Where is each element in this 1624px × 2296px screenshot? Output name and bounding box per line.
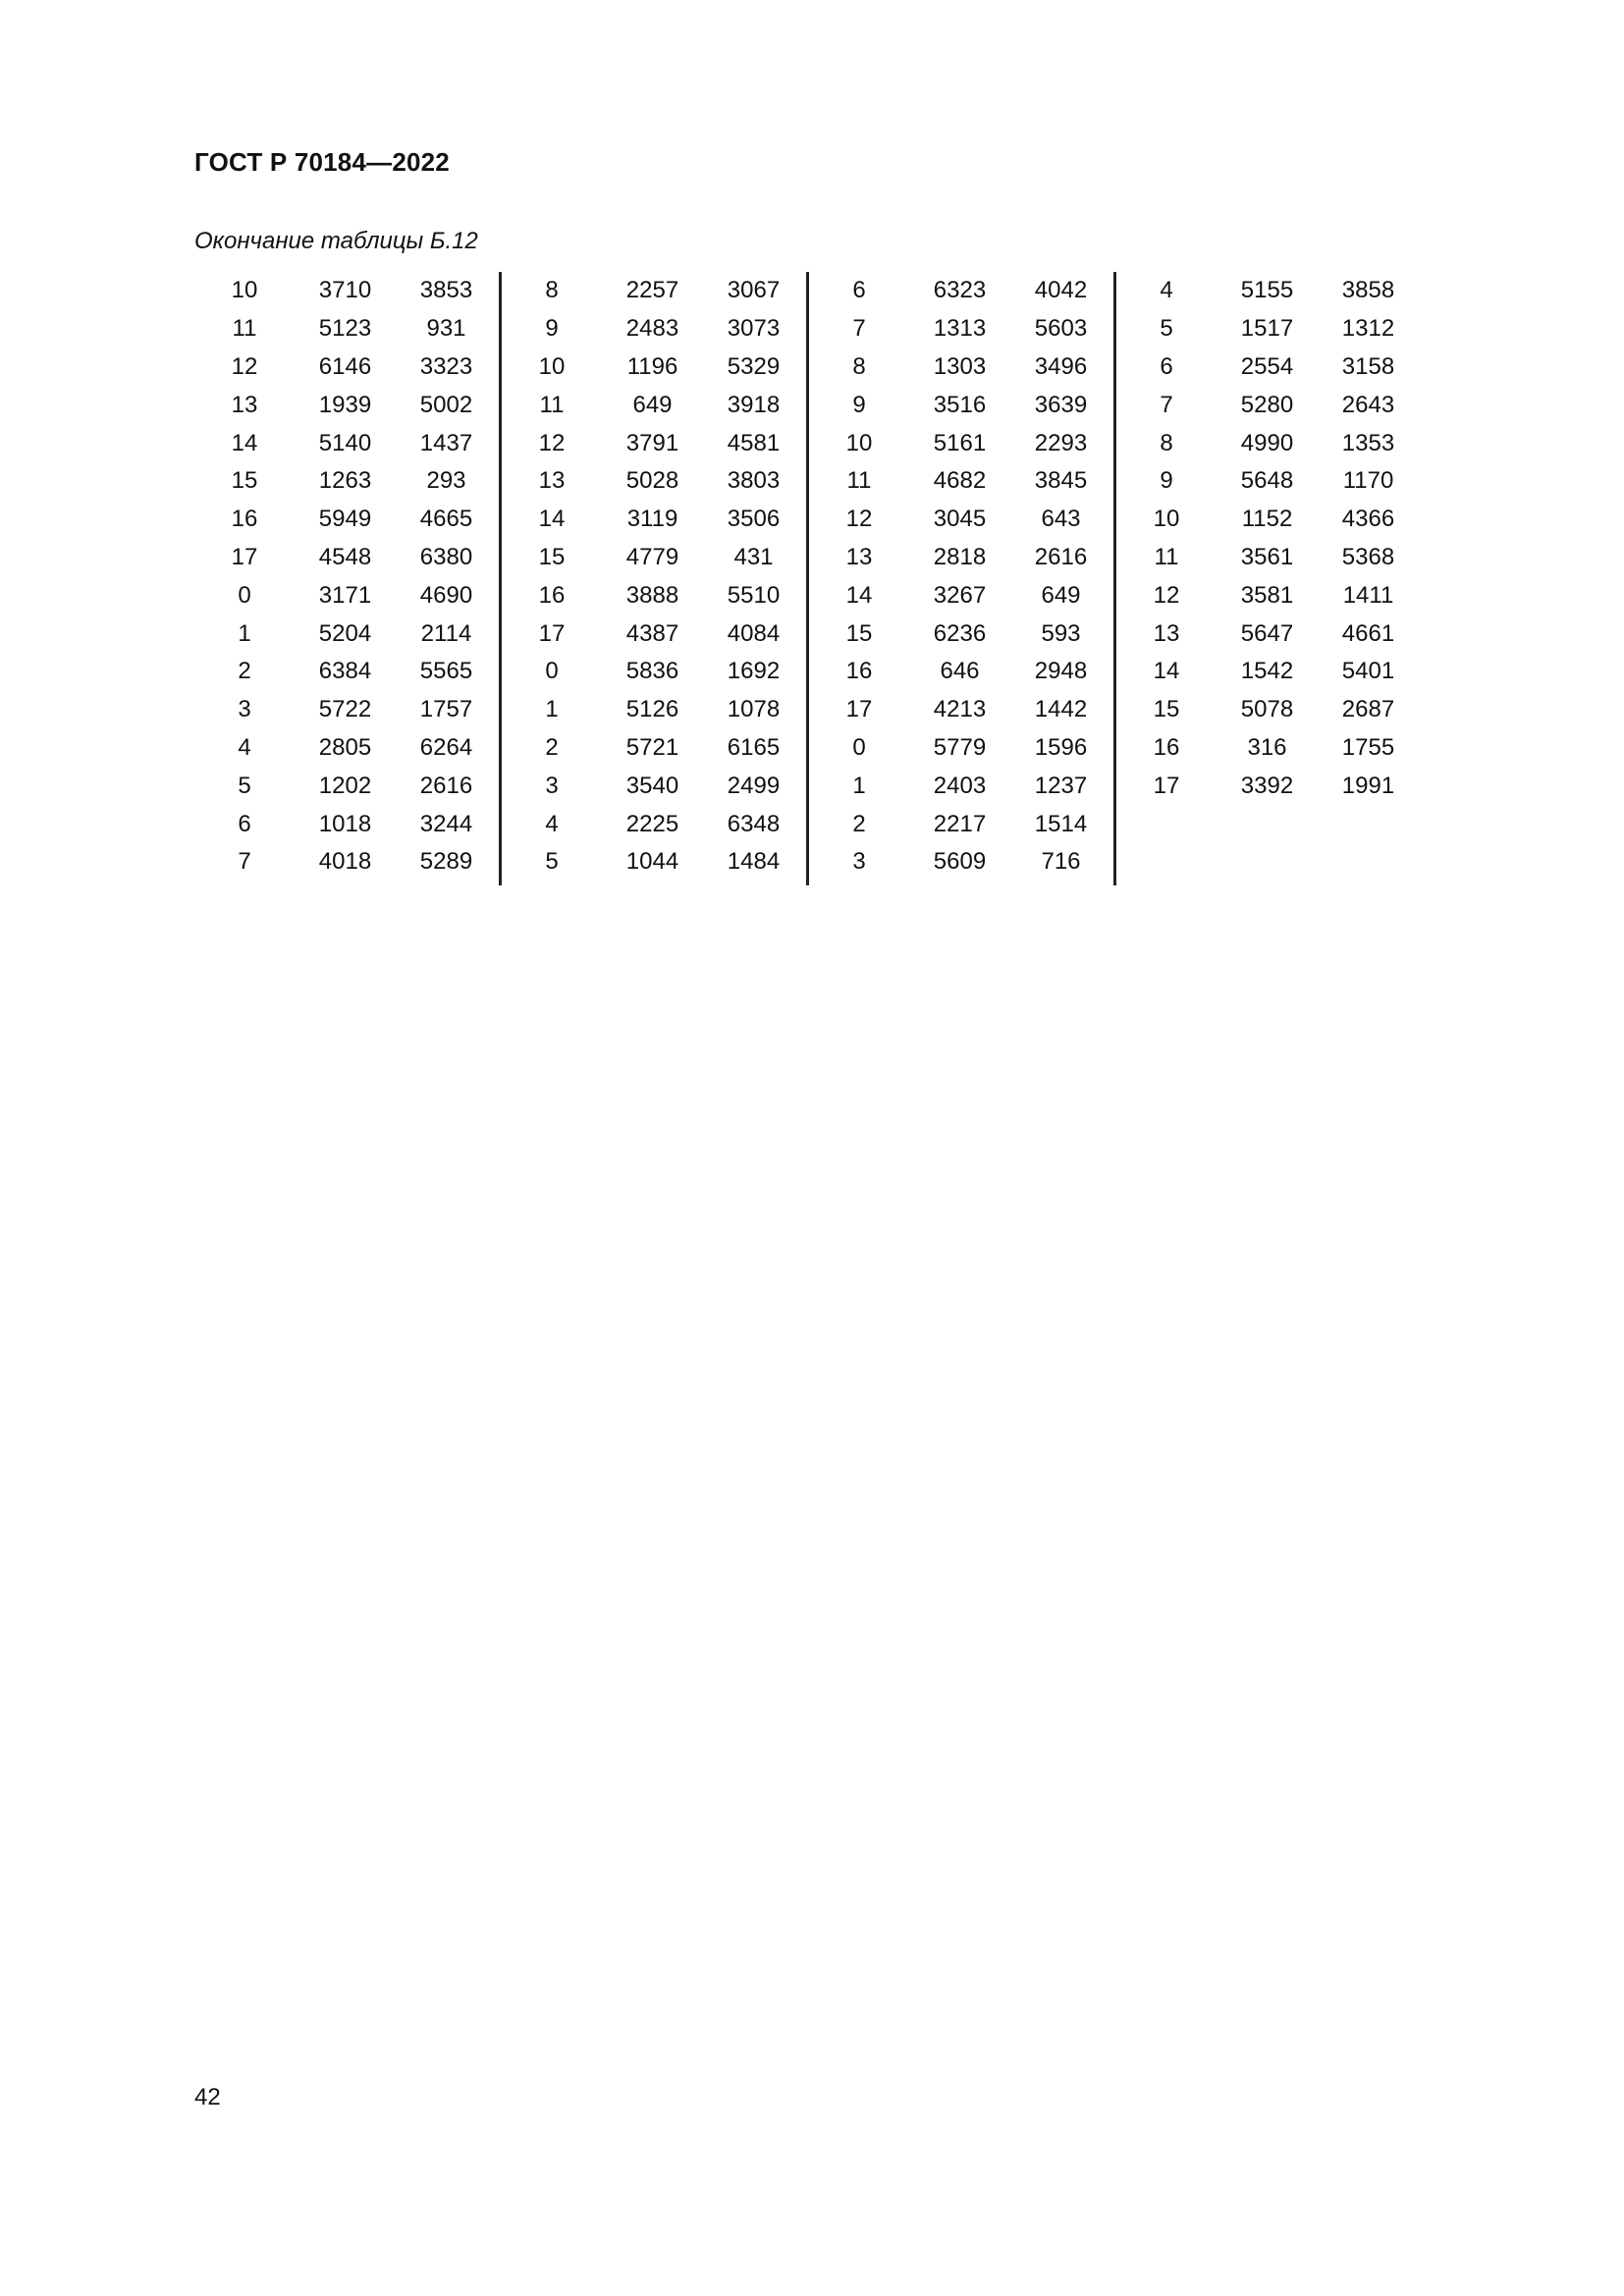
data-table: [194, 272, 1421, 885]
table-cell: 6: [1160, 352, 1173, 380]
table-cell: 5002: [419, 391, 473, 418]
table-cell: 4387: [625, 619, 679, 647]
table-cell: 6264: [419, 733, 473, 761]
table-cell: 4018: [318, 848, 372, 876]
table-cell: 4213: [933, 696, 987, 723]
table-cell: 5155: [1240, 277, 1294, 304]
table-cell: 1692: [727, 658, 781, 685]
table-cell: 14: [231, 429, 258, 456]
table-cell: 17: [845, 696, 873, 723]
table-cell: 11: [232, 315, 257, 343]
table-cell: 8: [852, 352, 866, 380]
table-row: [1116, 767, 1421, 805]
table-cell: 1757: [419, 696, 473, 723]
table-row: [1116, 386, 1421, 424]
table-cell: 6323: [933, 277, 987, 304]
table-cell: 6380: [419, 543, 473, 570]
table-cell: 2114: [420, 619, 472, 647]
table-cell: 15: [845, 619, 873, 647]
table-cell: 1: [238, 619, 251, 647]
table-cell: 5721: [625, 733, 679, 761]
table-cell: 1514: [1034, 810, 1088, 837]
table-block-3: [809, 272, 1116, 885]
table-cell: 5779: [933, 733, 987, 761]
table-cell: 4779: [625, 543, 679, 570]
table-cell: 4690: [419, 581, 473, 609]
table-cell: 3561: [1240, 543, 1294, 570]
table-cell: 2483: [625, 315, 679, 343]
table-cell: 7: [852, 315, 866, 343]
table-cell: 3: [238, 696, 251, 723]
table-row: [809, 805, 1113, 843]
table-block-1: [194, 272, 502, 885]
table-cell: 2616: [419, 772, 473, 799]
table-row: [809, 729, 1113, 768]
table-cell: 17: [1153, 772, 1180, 799]
table-cell: 1: [545, 696, 559, 723]
table-cell: 11: [846, 467, 872, 495]
table-cell: 293: [426, 467, 466, 495]
table-cell: 2499: [727, 772, 781, 799]
table-cell: 15: [1153, 696, 1180, 723]
document-header: ГОСТ Р 70184—2022: [194, 147, 450, 177]
table-cell: 9: [1160, 467, 1173, 495]
table-cell: 5028: [625, 467, 679, 495]
table-cell: 931: [426, 315, 466, 343]
table-cell: 1170: [1342, 467, 1394, 495]
table-row: [502, 691, 806, 729]
table-cell: 3791: [625, 429, 679, 456]
table-cell: 2554: [1240, 352, 1294, 380]
table-row: [194, 310, 499, 348]
table-row: [194, 462, 499, 501]
table-row: [809, 691, 1113, 729]
table-cell: 1078: [727, 696, 781, 723]
table-cell: 3853: [419, 277, 473, 304]
table-cell: 11: [1154, 543, 1179, 570]
table-cell: 4: [238, 733, 251, 761]
table-cell: 2: [545, 733, 559, 761]
table-cell: 1939: [318, 391, 372, 418]
table-cell: 5368: [1341, 543, 1395, 570]
table-row: [502, 576, 806, 614]
table-row: [194, 272, 499, 310]
table-cell: 2643: [1341, 391, 1395, 418]
table-cell: 1991: [1341, 772, 1395, 799]
table-row: [194, 767, 499, 805]
table-cell: 3: [852, 848, 866, 876]
table-cell: 5648: [1240, 467, 1294, 495]
table-row: [194, 729, 499, 768]
table-cell: 5510: [727, 581, 781, 609]
table-cell: 17: [538, 619, 566, 647]
table-row: [1116, 691, 1421, 729]
table-cell: 1755: [1341, 733, 1395, 761]
table-cell: 1437: [419, 429, 473, 456]
table-cell: 6165: [727, 733, 781, 761]
table-row: [809, 614, 1113, 653]
table-cell: 15: [231, 467, 258, 495]
table-cell: 2257: [625, 277, 679, 304]
table-cell: 2293: [1034, 429, 1088, 456]
table-cell: 1353: [1341, 429, 1395, 456]
table-cell: 4665: [419, 506, 473, 533]
table-cell: 7: [1160, 391, 1173, 418]
table-cell: 1596: [1034, 733, 1088, 761]
table-cell: 3639: [1034, 391, 1088, 418]
table-row: [194, 386, 499, 424]
table-row: [1116, 729, 1421, 768]
table-cell: 16: [538, 581, 566, 609]
table-cell: 1484: [727, 848, 781, 876]
table-row: [1116, 501, 1421, 539]
table-cell: 14: [538, 506, 566, 533]
table-cell: 13: [1153, 619, 1180, 647]
table-cell: 13: [231, 391, 258, 418]
table-cell: 5: [545, 848, 559, 876]
table-cell: 4581: [727, 429, 781, 456]
table-cell: 3496: [1034, 352, 1088, 380]
table-row: [809, 386, 1113, 424]
table-cell: 12: [231, 352, 258, 380]
table-cell: 5565: [419, 658, 473, 685]
table-cell: 1044: [625, 848, 679, 876]
table-row: [1116, 424, 1421, 462]
table-cell: 2616: [1034, 543, 1088, 570]
table-row: [502, 614, 806, 653]
table-cell: 5289: [419, 848, 473, 876]
table-cell: 1313: [933, 315, 987, 343]
table-row: [502, 424, 806, 462]
table-cell: 12: [845, 506, 873, 533]
table-cell: 0: [852, 733, 866, 761]
table-cell: 14: [845, 581, 873, 609]
table-cell: 1237: [1034, 772, 1088, 799]
table-cell: 4548: [318, 543, 372, 570]
table-cell: 1202: [318, 772, 372, 799]
table-cell: 3858: [1341, 277, 1395, 304]
table-row: [809, 576, 1113, 614]
table-block-4: [1116, 272, 1421, 885]
table-cell: 12: [1153, 581, 1180, 609]
table-cell: 593: [1041, 619, 1081, 647]
table-row: [809, 843, 1113, 881]
table-cell: 646: [940, 658, 980, 685]
table-cell: 8: [545, 277, 559, 304]
table-cell: 3045: [933, 506, 987, 533]
table-cell: 3158: [1341, 352, 1395, 380]
table-cell: 6348: [727, 810, 781, 837]
table-cell: 7: [238, 848, 251, 876]
table-cell: 10: [845, 429, 873, 456]
table-row: [194, 691, 499, 729]
table-row: [194, 653, 499, 691]
table-cell: 649: [1041, 581, 1081, 609]
table-row: [809, 767, 1113, 805]
table-row: [502, 272, 806, 310]
table-cell: 3171: [318, 581, 372, 609]
table-row: [194, 539, 499, 577]
table-cell: 5329: [727, 352, 781, 380]
table-cell: 5949: [318, 506, 372, 533]
table-cell: 12: [538, 429, 566, 456]
table-cell: 4042: [1034, 277, 1088, 304]
table-cell: 5280: [1240, 391, 1294, 418]
table-row: [502, 653, 806, 691]
table-cell: 1542: [1240, 658, 1294, 685]
table-cell: 0: [545, 658, 559, 685]
table-cell: 17: [231, 543, 258, 570]
table-cell: 10: [231, 277, 258, 304]
table-cell: 3710: [318, 277, 372, 304]
table-cell: 16: [845, 658, 873, 685]
table-row: [1116, 348, 1421, 387]
table-cell: 2: [238, 658, 251, 685]
table-cell: 5603: [1034, 315, 1088, 343]
table-cell: 649: [632, 391, 673, 418]
table-cell: 13: [845, 543, 873, 570]
table-cell: 5836: [625, 658, 679, 685]
table-cell: 5161: [933, 429, 987, 456]
table-row: [502, 805, 806, 843]
table-cell: 10: [538, 352, 566, 380]
table-cell: 0: [238, 581, 251, 609]
table-cell: 4661: [1341, 619, 1395, 647]
table-cell: 716: [1041, 848, 1081, 876]
table-cell: 11: [539, 391, 565, 418]
table-cell: 3803: [727, 467, 781, 495]
table-cell: 4682: [933, 467, 987, 495]
table-cell: 2217: [933, 810, 987, 837]
table-cell: 16: [231, 506, 258, 533]
table-cell: 3267: [933, 581, 987, 609]
table-cell: 4: [545, 810, 559, 837]
table-row: [809, 424, 1113, 462]
table-cell: 1: [852, 772, 866, 799]
table-cell: 5: [238, 772, 251, 799]
table-cell: 3516: [933, 391, 987, 418]
table-cell: 2805: [318, 733, 372, 761]
table-cell: 1517: [1240, 315, 1294, 343]
table-row: [194, 576, 499, 614]
table-cell: 5078: [1240, 696, 1294, 723]
table-cell: 5123: [318, 315, 372, 343]
table-row: [1116, 272, 1421, 310]
table-row: [502, 539, 806, 577]
table-row: [194, 348, 499, 387]
table-cell: 15: [538, 543, 566, 570]
table-row: [194, 501, 499, 539]
table-cell: 5: [1160, 315, 1173, 343]
table-cell: 2948: [1034, 658, 1088, 685]
table-row: [809, 348, 1113, 387]
table-cell: 1442: [1034, 696, 1088, 723]
table-row: [194, 424, 499, 462]
table-cell: 1411: [1342, 581, 1394, 609]
table-cell: 5126: [625, 696, 679, 723]
table-cell: 643: [1041, 506, 1081, 533]
table-cell: 8: [1160, 429, 1173, 456]
table-cell: 1303: [933, 352, 987, 380]
table-block-2: [502, 272, 809, 885]
table-cell: 3: [545, 772, 559, 799]
table-cell: 5140: [318, 429, 372, 456]
table-row: [809, 539, 1113, 577]
table-cell: 16: [1153, 733, 1180, 761]
table-row: [809, 462, 1113, 501]
table-cell: 5401: [1341, 658, 1395, 685]
table-cell: 3323: [419, 352, 473, 380]
table-cell: 1152: [1241, 506, 1293, 533]
table-cell: 6146: [318, 352, 372, 380]
table-cell: 6236: [933, 619, 987, 647]
table-cell: 5204: [318, 619, 372, 647]
table-row: [502, 767, 806, 805]
table-cell: 3506: [727, 506, 781, 533]
table-cell: 3073: [727, 315, 781, 343]
table-cell: 2687: [1341, 696, 1395, 723]
table-cell: 316: [1247, 733, 1287, 761]
table-cell: 3845: [1034, 467, 1088, 495]
table-row: [809, 501, 1113, 539]
table-row: [502, 310, 806, 348]
table-cell: 9: [852, 391, 866, 418]
table-cell: 4: [1160, 277, 1173, 304]
table-row: [1116, 614, 1421, 653]
table-row: [194, 843, 499, 881]
page-number: 42: [194, 2084, 221, 2110]
table-cell: 9: [545, 315, 559, 343]
table-row: [809, 272, 1113, 310]
table-row: [809, 310, 1113, 348]
table-cell: 3067: [727, 277, 781, 304]
table-cell: 1263: [318, 467, 372, 495]
table-cell: 2818: [933, 543, 987, 570]
table-cell: 4990: [1240, 429, 1294, 456]
table-cell: 5647: [1240, 619, 1294, 647]
table-cell: 2: [852, 810, 866, 837]
table-cell: 3918: [727, 391, 781, 418]
table-cell: 2225: [625, 810, 679, 837]
table-cell: 3888: [625, 581, 679, 609]
table-cell: 4084: [727, 619, 781, 647]
table-cell: 2403: [933, 772, 987, 799]
table-cell: 5609: [933, 848, 987, 876]
table-row: [502, 462, 806, 501]
table-row: [1116, 539, 1421, 577]
table-cell: 6384: [318, 658, 372, 685]
table-row: [502, 843, 806, 881]
table-cell: 1018: [318, 810, 372, 837]
table-cell: 3581: [1240, 581, 1294, 609]
table-row: [1116, 576, 1421, 614]
table-cell: 3540: [625, 772, 679, 799]
table-cell: 431: [733, 543, 774, 570]
table-row: [1116, 462, 1421, 501]
table-row: [502, 386, 806, 424]
table-row: [502, 729, 806, 768]
table-row: [194, 805, 499, 843]
table-caption: Окончание таблицы Б.12: [194, 228, 478, 254]
table-cell: 3244: [419, 810, 473, 837]
table-cell: 3392: [1240, 772, 1294, 799]
table-row: [809, 653, 1113, 691]
table-cell: 10: [1153, 506, 1180, 533]
table-cell: 5722: [318, 696, 372, 723]
table-cell: 3119: [626, 506, 678, 533]
table-row: [502, 348, 806, 387]
table-row: [1116, 653, 1421, 691]
table-row: [502, 501, 806, 539]
table-cell: 13: [538, 467, 566, 495]
table-cell: 14: [1153, 658, 1180, 685]
table-cell: 6: [238, 810, 251, 837]
table-row: [194, 614, 499, 653]
table-cell: 6: [852, 277, 866, 304]
table-cell: 1196: [626, 352, 678, 380]
table-cell: 1312: [1341, 315, 1395, 343]
table-row: [1116, 310, 1421, 348]
table-cell: 4366: [1341, 506, 1395, 533]
